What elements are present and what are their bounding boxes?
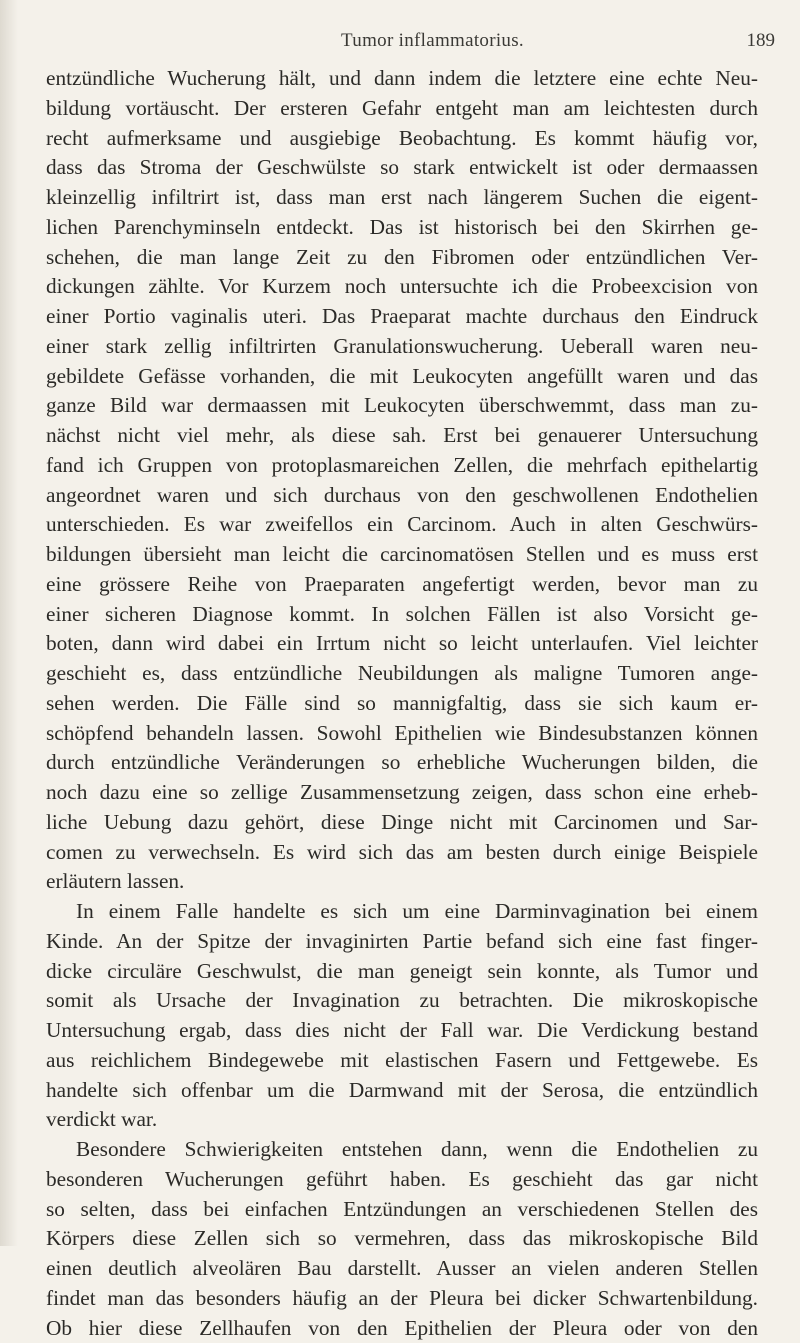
paragraph-start-line: In einem Falle handelte es sich um eine Darminvagination bei einem	[46, 897, 758, 927]
running-head	[90, 30, 775, 56]
text-line: dass das Stroma der Geschwülste so stark entwickelt ist oder dermaassen	[46, 153, 758, 183]
text-line: dicke circuläre Geschwulst, die man geneigt sein konnte, als Tumor und	[46, 957, 758, 987]
text-line: somit als Ursache der Invagination zu betrachten. Die mikroskopische	[46, 986, 758, 1016]
text-line: aus reichlichem Bindegewebe mit elastischen Fasern und Fettgewebe. Es	[46, 1046, 758, 1076]
text-line: einer sicheren Diagnose kommt. In solchen Fällen ist also Vorsicht ge-	[46, 600, 758, 630]
text-line: gebildete Gefässe vorhanden, die mit Leukocyten angefüllt waren und das	[46, 362, 758, 392]
text-line: einen deutlich alveolären Bau darstellt. Ausser an vielen anderen Stellen	[46, 1254, 758, 1284]
text-line: dickungen zählte. Vor Kurzem noch untersuchte ich die Probeexcision von	[46, 272, 758, 302]
text-line: comen zu verwechseln. Es wird sich das am besten durch einige Beispiele	[46, 838, 758, 868]
text-line: schehen, die man lange Zeit zu den Fibromen oder entzündlichen Ver-	[46, 243, 758, 273]
text-line: recht aufmerksame und ausgiebige Beobachtung. Es kommt häufig vor,	[46, 124, 758, 154]
text-line: einer Portio vaginalis uteri. Das Praeparat machte durchaus den Eindruck	[46, 302, 758, 332]
text-line: fand ich Gruppen von protoplasmareichen Zellen, die mehrfach epithelartig	[46, 451, 758, 481]
text-line: unterschieden. Es war zweifellos ein Carcinom. Auch in alten Geschwürs-	[46, 510, 758, 540]
text-line: durch entzündliche Veränderungen so erhebliche Wucherungen bilden, die	[46, 748, 758, 778]
text-line: sehen werden. Die Fälle sind so mannigfaltig, dass sie sich kaum er-	[46, 689, 758, 719]
text-line: Körpers diese Zellen sich so vermehren, dass das mikroskopische Bild	[46, 1224, 758, 1254]
running-title: Tumor inflammatorius.	[90, 30, 775, 52]
text-line: boten, dann wird dabei ein Irrtum nicht so leicht unterlaufen. Viel leichter	[46, 629, 758, 659]
text-line: schöpfend behandeln lassen. Sowohl Epithelien wie Bindesubstanzen können	[46, 719, 758, 749]
text-line: bildungen übersieht man leicht die carcinomatösen Stellen und es muss erst	[46, 540, 758, 570]
paragraph-end-line: erläutern lassen.	[46, 867, 758, 897]
paragraph-end-line: verdickt war.	[46, 1105, 758, 1135]
text-line: bildung vortäuscht. Der ersteren Gefahr entgeht man am leichtesten durch	[46, 94, 758, 124]
text-line: Ob hier diese Zellhaufen von den Epithelien der Pleura oder von den	[46, 1314, 758, 1343]
text-line: einer stark zellig infiltrirten Granulationswucherung. Ueberall waren neu-	[46, 332, 758, 362]
text-line: kleinzellig infiltrirt ist, dass man erst nach längerem Suchen die eigent-	[46, 183, 758, 213]
text-line: findet man das besonders häufig an der Pleura bei dicker Schwartenbildung.	[46, 1284, 758, 1314]
text-line: entzündliche Wucherung hält, und dann indem die letztere eine echte Neu-	[46, 64, 758, 94]
text-line: Kinde. An der Spitze der invaginirten Partie befand sich eine fast finger-	[46, 927, 758, 957]
text-line: angeordnet waren und sich durchaus von den geschwollenen Endothelien	[46, 481, 758, 511]
text-line: geschieht es, dass entzündliche Neubildungen als maligne Tumoren ange-	[46, 659, 758, 689]
spine-shadow	[0, 0, 18, 1246]
text-line: ganze Bild war dermaassen mit Leukocyten überschwemmt, dass man zu-	[46, 391, 758, 421]
text-line: besonderen Wucherungen geführt haben. Es geschieht das gar nicht	[46, 1165, 758, 1195]
text-line: Untersuchung ergab, dass dies nicht der Fall war. Die Verdickung bestand	[46, 1016, 758, 1046]
text-line: liche Uebung dazu gehört, diese Dinge nicht mit Carcinomen und Sar-	[46, 808, 758, 838]
text-line: eine grössere Reihe von Praeparaten angefertigt werden, bevor man zu	[46, 570, 758, 600]
text-line: noch dazu eine so zellige Zusammensetzung zeigen, dass schon eine erheb-	[46, 778, 758, 808]
text-line: handelte sich offenbar um die Darmwand mit der Serosa, die entzündlich	[46, 1076, 758, 1106]
page-number: 189	[747, 30, 776, 52]
text-line: nächst nicht viel mehr, als diese sah. Erst bei genauerer Untersuchung	[46, 421, 758, 451]
paragraph-start-line: Besondere Schwierigkeiten entstehen dann, wenn die Endothelien zu	[46, 1135, 758, 1165]
text-line: so selten, dass bei einfachen Entzündungen an verschiedenen Stellen des	[46, 1195, 758, 1225]
text-line: lichen Parenchyminseln entdeckt. Das ist historisch bei den Skirrhen ge-	[46, 213, 758, 243]
body-text	[46, 64, 758, 1343]
